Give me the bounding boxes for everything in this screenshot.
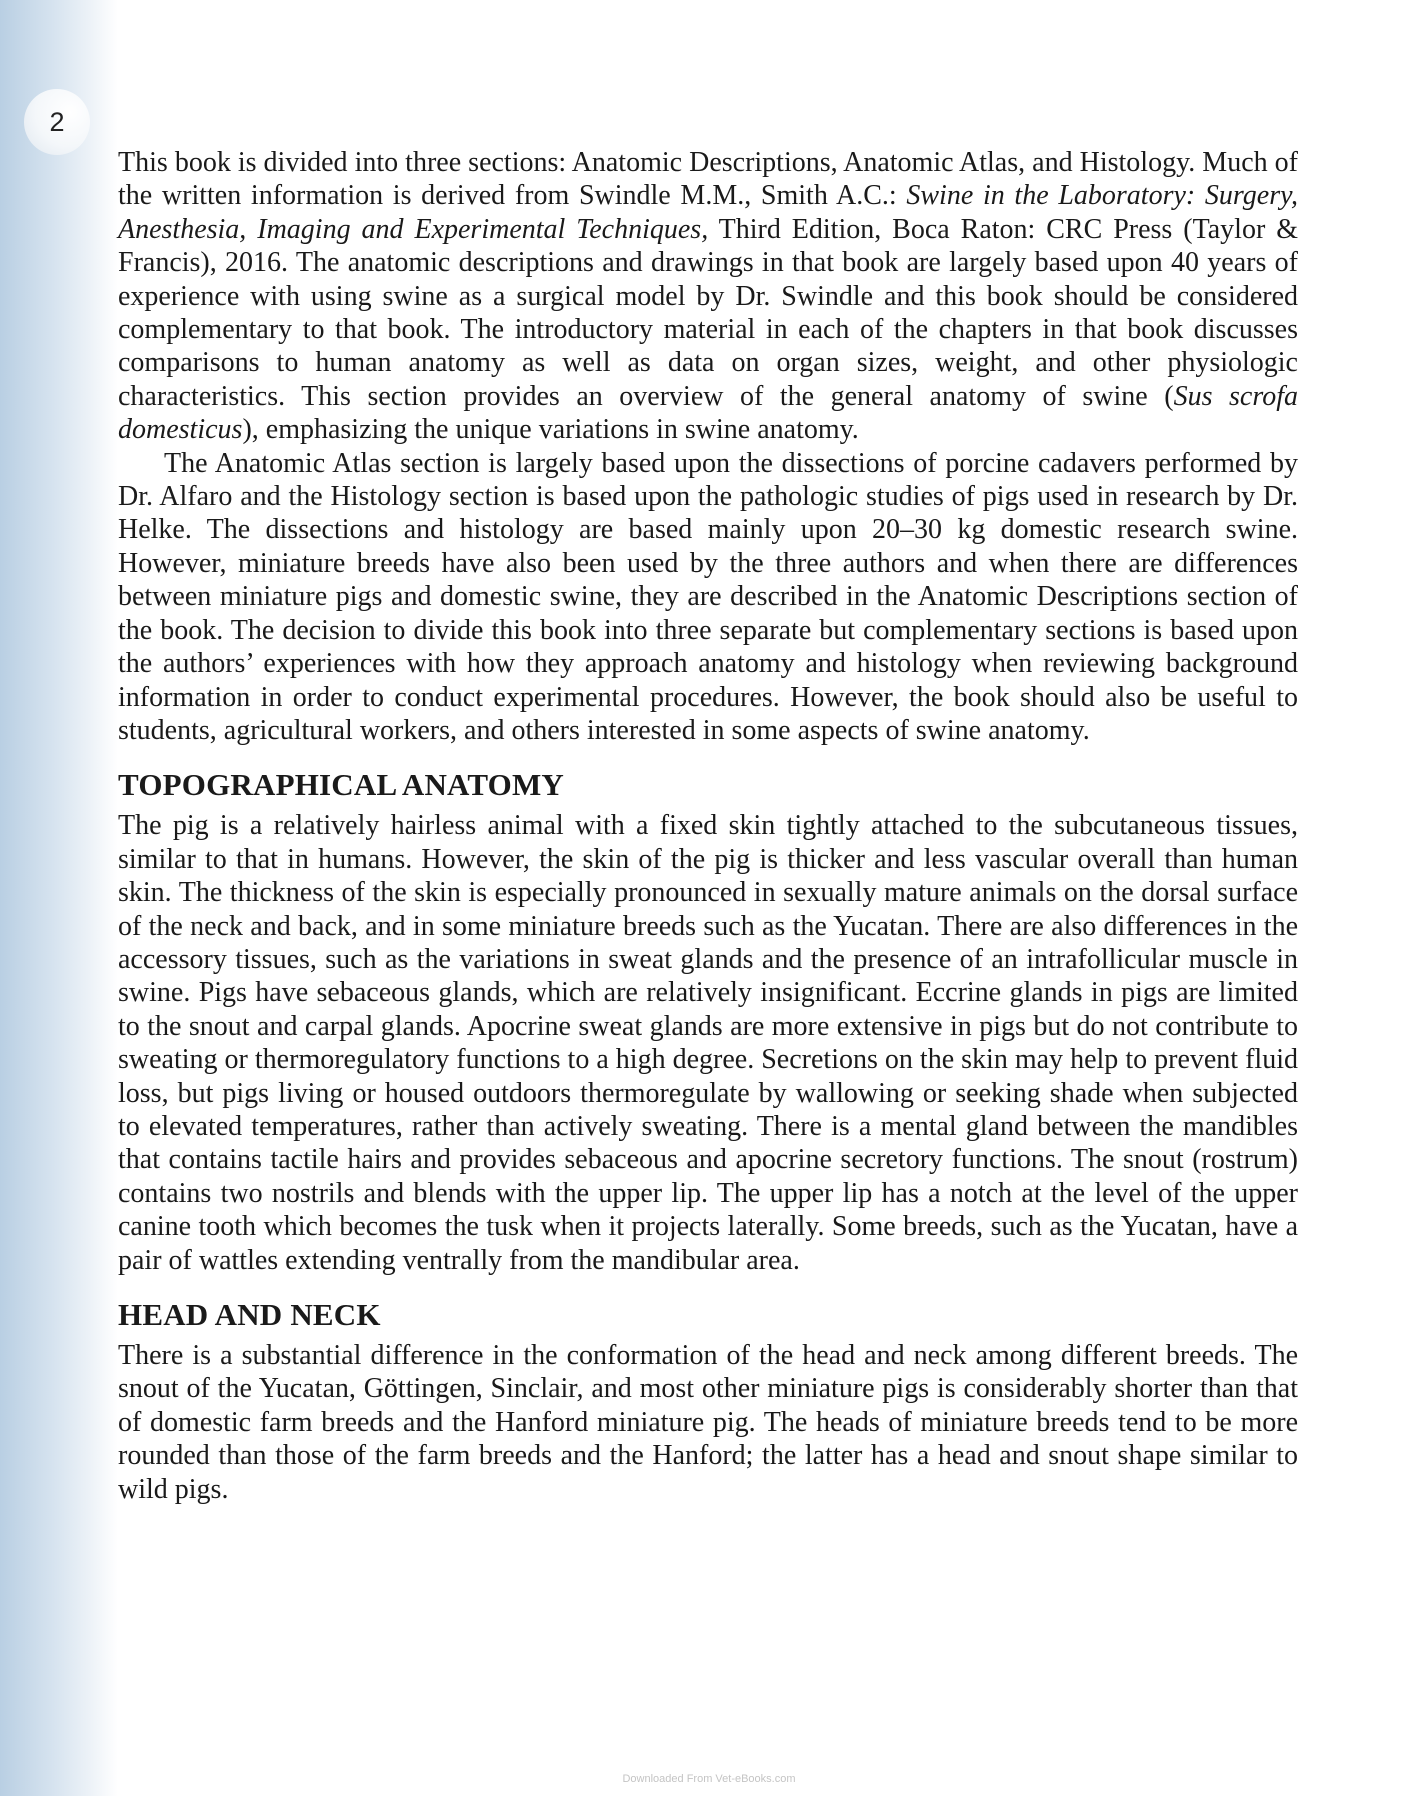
cited-book-title: Swine in the Laboratory: Surgery, Anesthesia, Imaging and Experimental Techniques, [118, 180, 1298, 245]
intro-paragraph-1 [118, 146, 1298, 447]
section-heading-topographical-anatomy: TOPOGRAPHICAL ANATOMY [118, 767, 564, 803]
download-footer: Downloaded From Vet-eBooks.com [622, 1773, 796, 1785]
intro-paragraph-1-text-a: This book is divided into three sections: Anatomic Descriptions, Anatomic Atlas, and Histology. Much of the written information is derived from Swindle M.M., Smith A.C.: [118, 147, 1298, 212]
page-number: 2 [24, 89, 90, 155]
intro-paragraph-1-text-c: ), emphasizing the unique variations in swine anatomy. [242, 414, 859, 446]
intro-paragraph-1-text-b: Third Edition, Boca Raton: CRC Press (Taylor & Francis), 2016. The anatomic descriptions and drawings in that book are largely based upon 40 years of experience with using swine as a surgical model by Dr. Swindle and this book should be considered complementary to that book. The introductory material in each of the chapters in that book discusses comparisons to human anatomy as well as data on organ sizes, weight, and other physiologic characteristics. This section provides an overview of the general anatomy of swine ( [118, 213, 1298, 412]
species-name: Sus scrofa domesticus [118, 380, 1298, 446]
section-heading-head-and-neck: HEAD AND NECK [118, 1297, 381, 1332]
head-and-neck-paragraph: There is a substantial difference in the conformation of the head and neck among different breeds. The snout of the Yucatan, Göttingen, Sinclair, and most other miniature pigs is considerably shorter than that of domestic farm breeds and the Hanford miniature pig. The heads of miniature breeds tend to be more rounded than those of the farm breeds and the Hanford; the latter has a head and snout shape similar to wild pigs. [118, 1340, 1298, 1505]
topographical-anatomy-paragraph: The pig is a relatively hairless animal with a fixed skin tightly attached to the subcutaneous tissues, similar to that in humans. However, the skin of the pig is thicker and less vascular overall than human skin. The thickness of the skin is especially pronounced in sexually mature animals on the dorsal surface of the neck and back, and in some miniature breeds such as the Yucatan. There are also differences in the accessory tissues, such as the variations in sweat glands and the presence of an intrafollicular muscle in swine. Pigs have sebaceous glands, which are relatively insignificant. Eccrine glands in pigs are limited to the snout and carpal glands. Apocrine sweat glands are more extensive in pigs but do not contribute to sweating or thermoregulatory functions to a high degree. Secretions on the skin may help to prevent fluid loss, but pigs living or housed outdoors thermoregulate by wallowing or seeking shade when subjected to elevated temperatures, rather than actively sweating. There is a mental gland between the mandibles that contains tactile hairs and provides sebaceous and apocrine secretory functions. The snout (rostrum) contains two nostrils and blends with the upper lip. The upper lip has a notch at the level of the upper canine tooth which becomes the tusk when it projects laterally. Some breeds, such as the Yucatan, have a pair of wattles extending ventrally from the mandibular area. [118, 810, 1298, 1276]
page-body [118, 146, 1298, 1506]
page-edge-band [0, 0, 118, 1796]
intro-paragraph-2: The Anatomic Atlas section is largely based upon the dissections of porcine cadavers performed by Dr. Alfaro and the Histology section is based upon the pathologic studies of pigs used in research by Dr. Helke. The dissections and histology are based mainly upon 20–30 kg domestic research swine. However, miniature breeds have also been used by the three authors and when there are differences between miniature pigs and domestic swine, they are described in the Anatomic Descriptions section of the book. The decision to divide this book into three separate but complementary sections is based upon the authors’ experiences with how they approach anatomy and histology when reviewing background information in order to conduct experimental procedures. However, the book should also be useful to students, agricultural workers, and others interested in some aspects of swine anatomy. [118, 447, 1298, 746]
